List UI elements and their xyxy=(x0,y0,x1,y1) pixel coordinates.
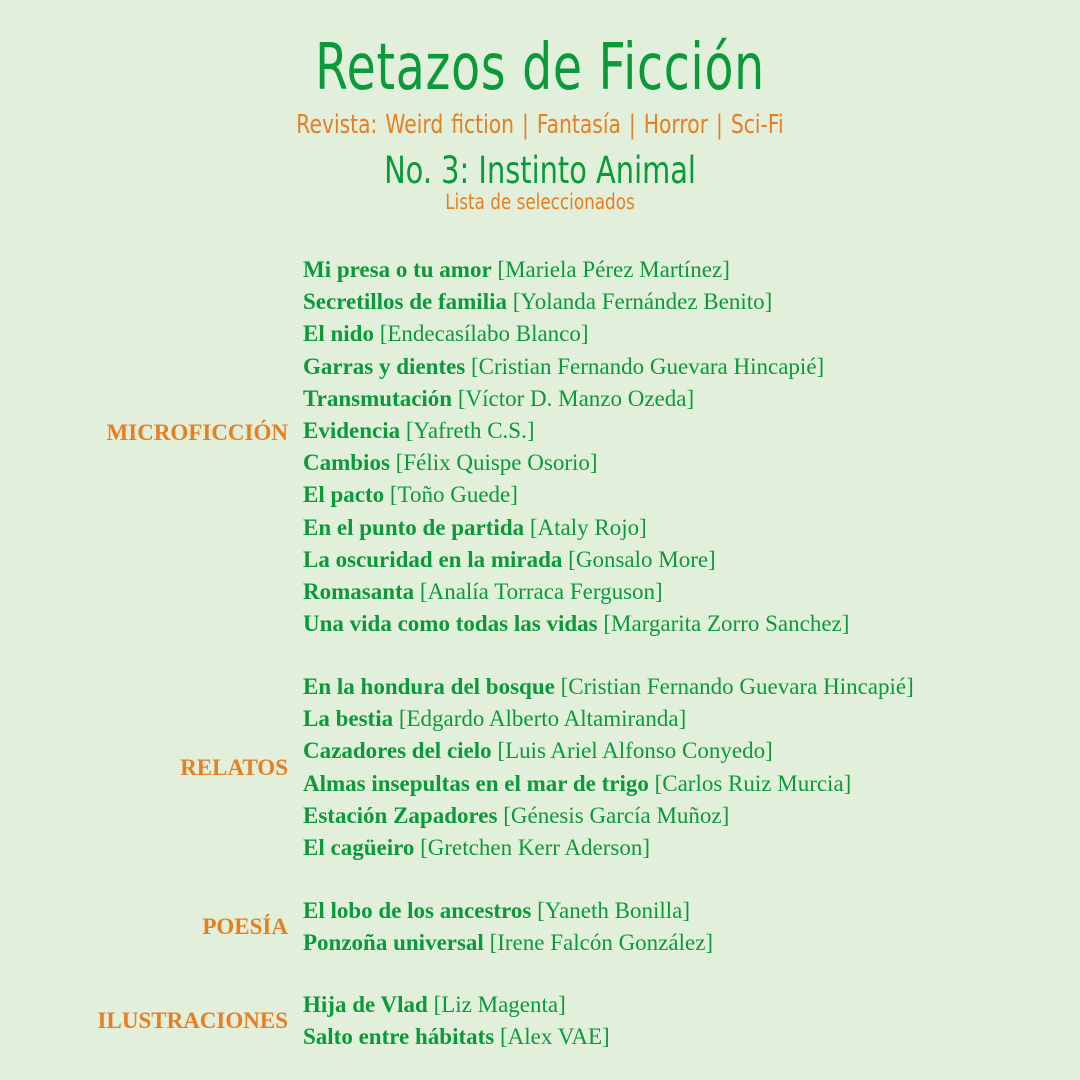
work-title: Secretillos de familia xyxy=(303,289,507,315)
author-name: [Endecasílabo Blanco] xyxy=(379,321,589,347)
list-item xyxy=(303,479,849,511)
work-title: Evidencia xyxy=(303,418,401,444)
list-item xyxy=(303,512,849,544)
list-item xyxy=(303,576,849,608)
list-item xyxy=(303,768,914,800)
magazine-subtitle: Revista: Weird fiction | Fantasía | Horror | Sci-Fi xyxy=(296,110,784,140)
author-name: [Carlos Ruiz Murcia] xyxy=(654,770,852,796)
author-name: [Yaneth Bonilla] xyxy=(537,898,690,923)
author-name: [Cristian Fernando Guevara Hincapié] xyxy=(471,353,825,379)
section-poesia xyxy=(0,895,1080,961)
author-name: [Irene Falcón González] xyxy=(489,930,714,956)
author-name: [Analía Torraca Ferguson] xyxy=(419,579,663,605)
list-item xyxy=(303,608,849,640)
list-item xyxy=(303,286,849,318)
work-title: Transmutación xyxy=(303,385,453,411)
work-title: Salto entre hábitats xyxy=(303,1024,495,1050)
list-item xyxy=(303,318,849,350)
magazine-title: Retazos de Ficción xyxy=(315,31,765,105)
work-title: El lobo de los ancestros xyxy=(303,898,532,923)
category-label: MICROFICCIÓN xyxy=(106,420,288,445)
work-title: La bestia xyxy=(303,706,394,732)
author-name: [Alex VAE] xyxy=(500,1024,610,1050)
work-title: En la hondura del bosque xyxy=(303,674,555,699)
work-title: Ponzoña universal xyxy=(303,930,484,956)
list-item xyxy=(303,415,849,447)
section-microficcion xyxy=(0,254,1080,644)
list-item xyxy=(303,800,914,832)
author-name: [Luis Ariel Alfonso Conyedo] xyxy=(497,738,773,764)
list-item xyxy=(303,671,914,703)
author-name: [Yolanda Fernández Benito] xyxy=(512,289,773,315)
work-title: Cambios xyxy=(303,450,390,476)
author-name: [Edgardo Alberto Altamiranda] xyxy=(398,706,687,732)
author-name: [Liz Magenta] xyxy=(433,992,566,1017)
selection-list xyxy=(303,671,914,864)
work-title: Romasanta xyxy=(303,579,415,605)
work-title: La oscuridad en la mirada xyxy=(303,546,563,572)
list-item xyxy=(303,832,914,864)
work-title: Una vida como todas las vidas xyxy=(303,611,598,637)
author-name: [Margarita Zorro Sanchez] xyxy=(603,611,850,637)
author-name: [Toño Guede] xyxy=(389,482,518,508)
category-label: ILUSTRACIONES xyxy=(97,1008,288,1033)
author-name: [Gretchen Kerr Aderson] xyxy=(420,835,651,861)
list-item xyxy=(303,989,610,1021)
work-title: En el punto de partida xyxy=(303,514,525,540)
list-item xyxy=(303,254,849,286)
list-item xyxy=(303,544,849,576)
author-name: [Génesis García Muñoz] xyxy=(503,802,730,828)
header xyxy=(0,22,1080,214)
work-title: Garras y dientes xyxy=(303,353,466,379)
author-name: [Mariela Pérez Martínez] xyxy=(497,257,730,282)
work-title: El cagüeiro xyxy=(303,835,415,861)
work-title: El pacto xyxy=(303,482,385,508)
list-item xyxy=(303,383,849,415)
list-item xyxy=(303,351,849,383)
issue-title: No. 3: Instinto Animal xyxy=(384,149,696,192)
list-item xyxy=(303,703,914,735)
selection-list xyxy=(303,989,610,1053)
section-relatos xyxy=(0,671,1080,865)
author-name: [Víctor D. Manzo Ozeda] xyxy=(457,385,695,411)
author-name: [Cristian Fernando Guevara Hincapié] xyxy=(560,674,914,699)
category-label: RELATOS xyxy=(180,755,288,780)
issue-subtitle: Lista de seleccionados xyxy=(445,190,635,214)
list-item xyxy=(303,447,849,479)
list-item xyxy=(303,1021,610,1053)
category-label: POESÍA xyxy=(202,914,288,939)
work-title: Cazadores del cielo xyxy=(303,738,492,764)
author-name: [Gonsalo More] xyxy=(568,546,716,572)
list-item xyxy=(303,895,713,927)
list-item xyxy=(303,735,914,767)
list-item xyxy=(303,927,713,959)
work-title: Hija de Vlad xyxy=(303,992,428,1017)
work-title: Almas insepultas en el mar de trigo xyxy=(303,770,649,796)
selection-list xyxy=(303,254,849,640)
author-name: [Félix Quispe Osorio] xyxy=(395,450,598,476)
author-name: [Yafreth C.S.] xyxy=(405,418,535,444)
author-name: [Ataly Rojo] xyxy=(529,514,647,540)
section-ilustraciones xyxy=(0,989,1080,1055)
work-title: Estación Zapadores xyxy=(303,802,498,828)
selection-list xyxy=(303,895,713,959)
work-title: El nido xyxy=(303,321,374,347)
work-title: Mi presa o tu amor xyxy=(303,257,492,282)
